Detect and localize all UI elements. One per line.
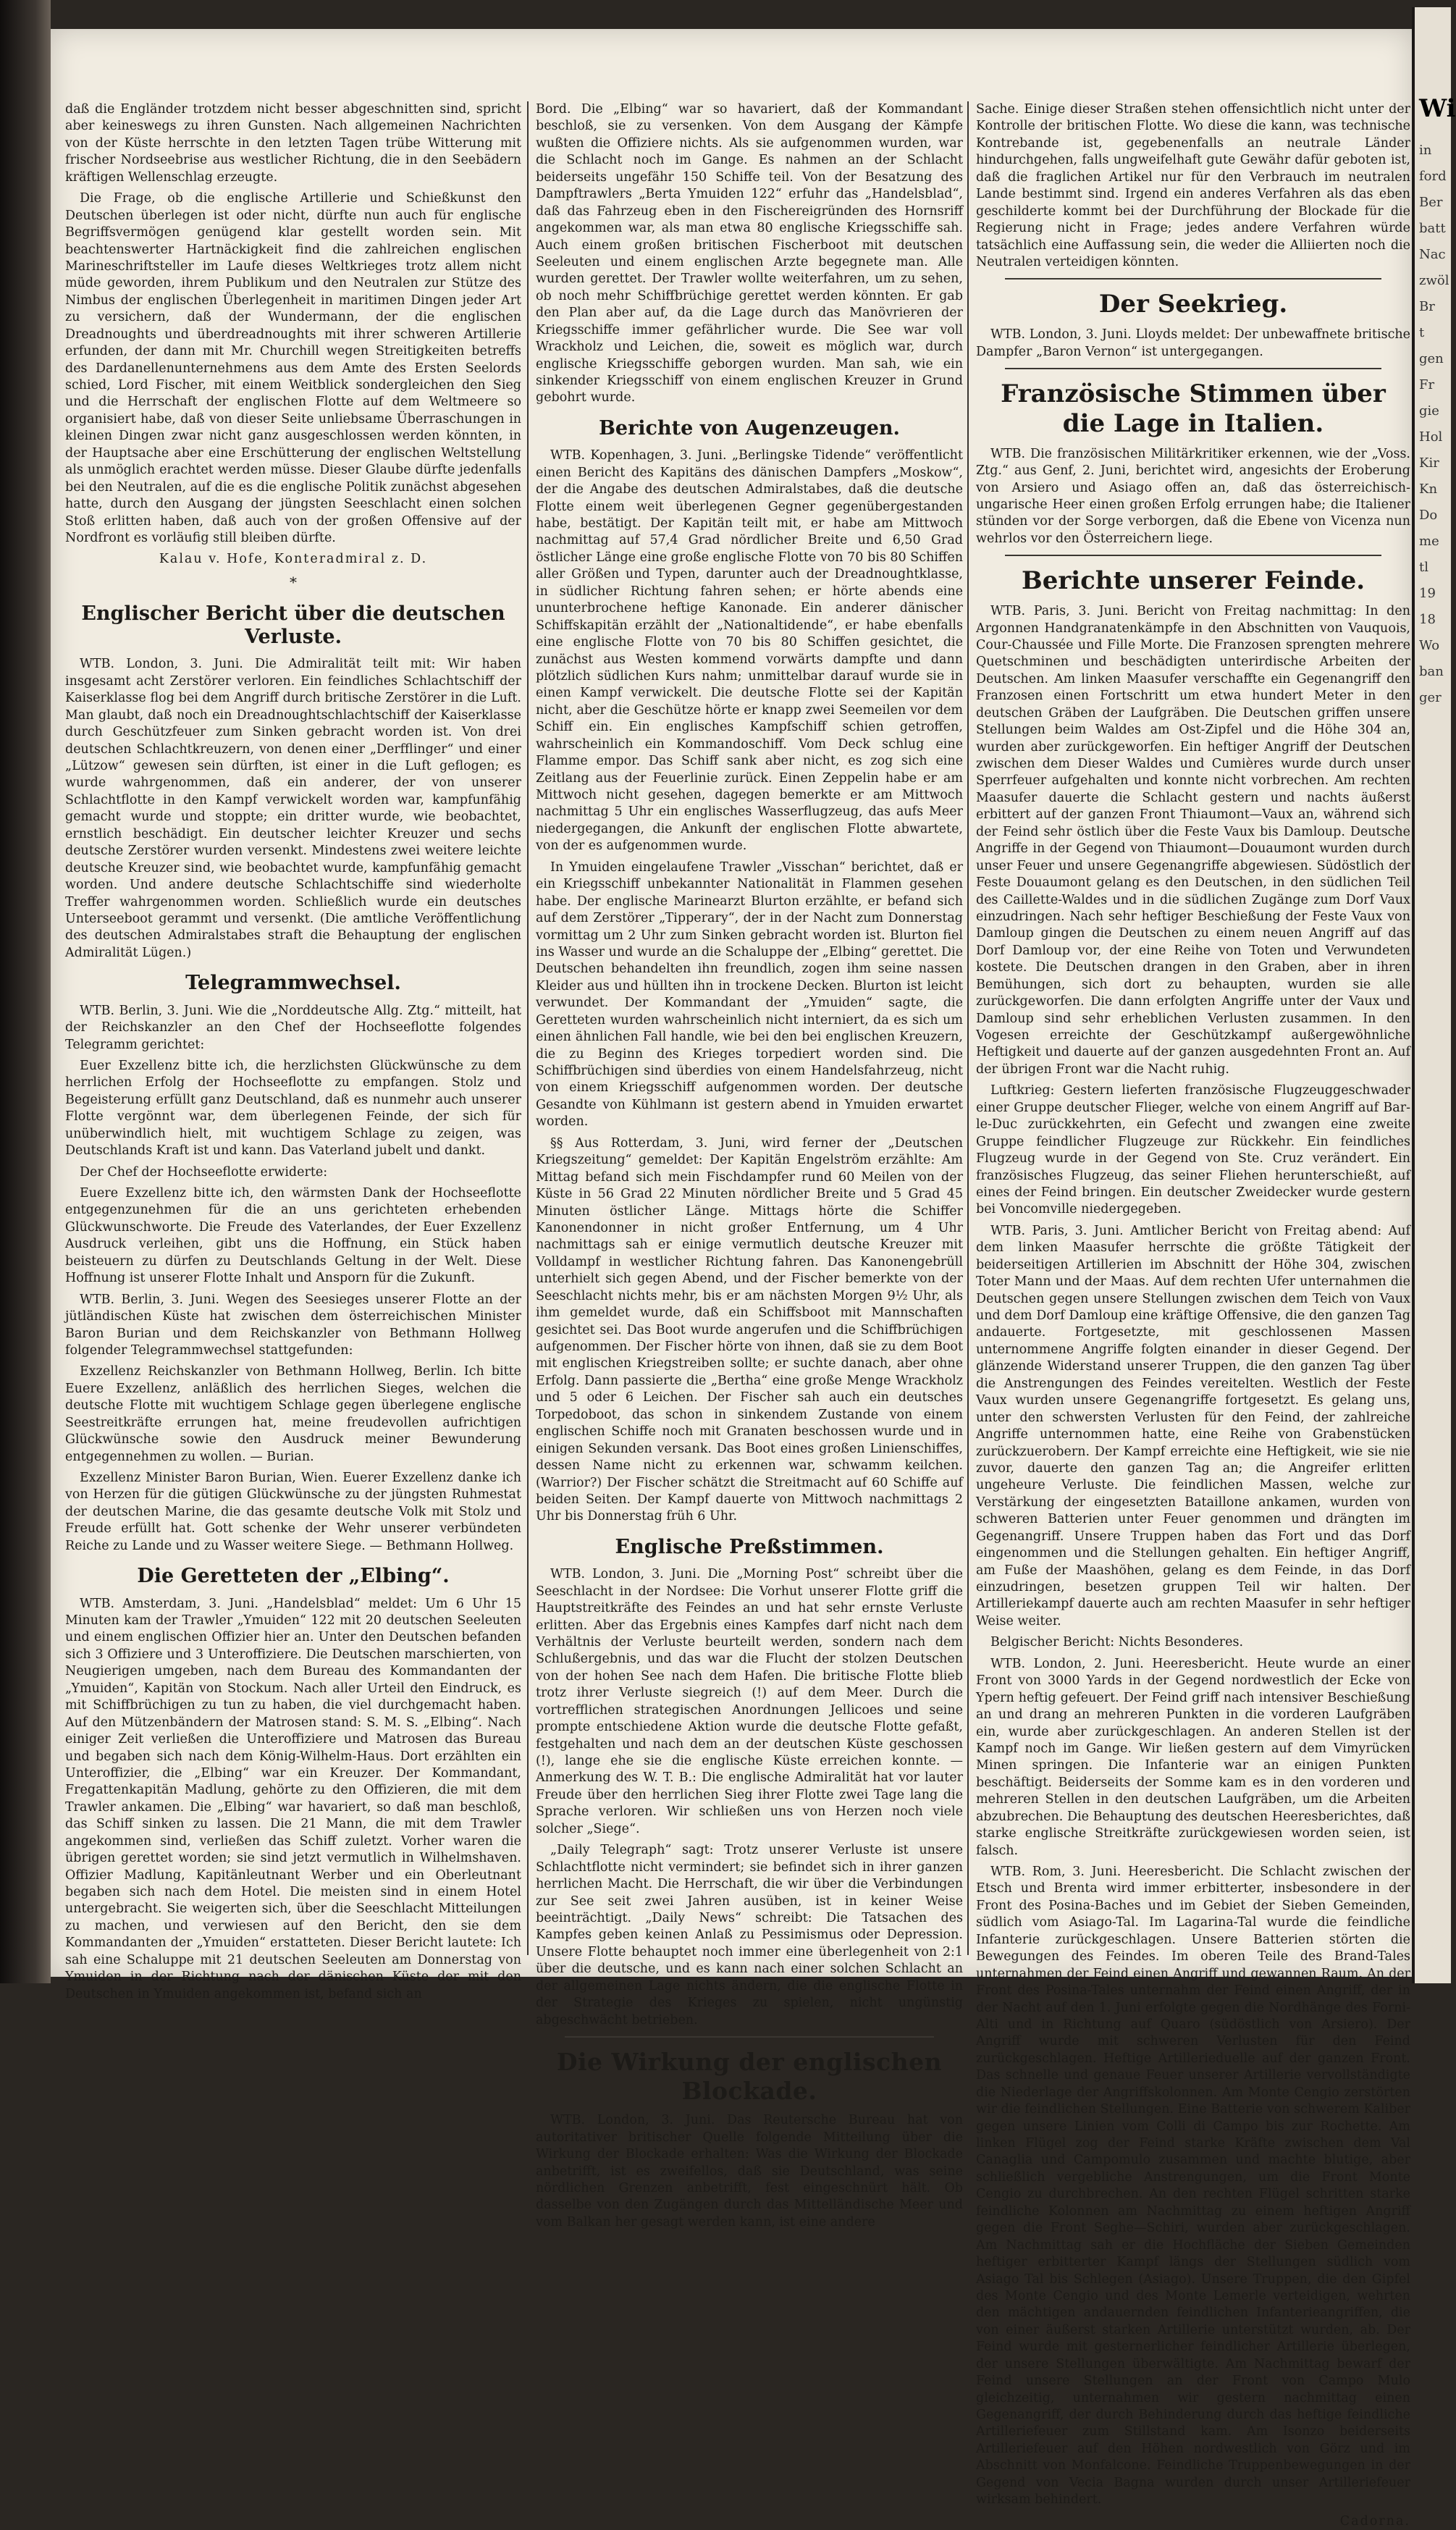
paragraph: Sache. Einige dieser Straßen stehen offensichtlich nicht unter der Kontrolle der britischen Flotte. Wo diese die kann, was technische Kontrebande ist, gegebenenfalls an neutrale Länder hindurchgehen, falls ungweifelhaft gute Gewähr dafür geboten ist, daß die fraglichen Artikel nur für den Verbrauch im neutralen Lande bestimmt sind. Irgend ein anderes Verfahren als das eben geschilderte kommt bei der Durchführung der Blockade für die Regierung nicht in Frage; jedes andere Verfahren würde tatsächlich eine Auffassung sein, die weder die Alliierten noch die Neutralen verteidigen könnten. [976, 102, 1410, 269]
author-signature: Kalau v. Hofe, Konteradmiral z. D. [159, 552, 428, 567]
article-headline: Der Seekrieg. [1098, 290, 1288, 319]
next-page-line: ford [1419, 169, 1447, 184]
paragraph: WTB. Berlin, 3. Juni. Wie die „Norddeutsche Allg. Ztg.“ mitteilt, hat der Reichskanzler an den Chef der Hochseeflotte folgendes Telegramm gerichtet: [65, 1003, 521, 1052]
section-divider [1005, 555, 1381, 556]
next-page-line: t [1419, 325, 1425, 340]
column-3 [976, 101, 1410, 2529]
paragraph: Euere Exzellenz bitte ich, den wärmsten Dank der Hochseeflotte entgegenzunehmen für die an uns gerichteten erhebenden Glückwunschworte. Die Freude des Vaterlandes, der Euer Exzellenz Ausdruck verleihen, gibt uns die Hoffnung, ein Stück haben beisteuern zu dürfen zu Deutschlands Geltung in der Welt. Diese Hoffnung ist unserer Flotte Inhalt und Ansporn für die Zukunft. [65, 1186, 521, 1286]
paragraph: WTB. London, 3. Juni. Lloyds meldet: Der unbewaffnete britische Dampfer „Baron Vernon“ ist untergegangen. [976, 327, 1410, 359]
paragraph: WTB. Paris, 3. Juni. Amtlicher Bericht von Freitag abend: Auf dem linken Maasufer herrschte die größte Tätigkeit der beiderseitigen Artillerien im Abschnitt der Höhe 304, zwischen Toter Mann und der Maas. Auf dem rechten Ufer unternahmen die Deutschen gegen unsere Stellungen zwischen dem Teich von Vaux und dem Dorf Damloup eine kräftige Offensive, die den ganzen Tag andauerte. Fortgesetzte, mit geschlossenen Massen unternommene Angriffe folgten einander in dieser Gegend. Der glänzende Widerstand unserer Truppen, die den ganzen Tag über die Anstrengungen des Feindes vereitelten. Westlich der Feste Vaux wurden unsere Gegenangriffe fortgesetzt. Es gelang uns, unter den schwersten Verlusten für den Feind, der zahlreiche Angriffe unternommen hatte, eine Reihe von Grabenstücken zurückzuerobern. Der Kampf erreichte eine Heftigkeit, wie sie nie zuvor, dauerte den ganzen Tag an; die Angreifer erlitten ungeheure Verluste. Die feindlichen Massen, welche zur Verstärkung der eingesetzten Bataillone ankamen, wurden von schweren Batterien unter Feuer genommen und drängten im Gegenangriff. Unsere Truppen haben das Fort und das Dorf eingenommen und die Stellungen gehalten. Ein heftiger Angriff, am Fuße der Maashöhen, gelang es dem Feinde, in das Dorf einzudringen, besetzen gruppen Teil wir halten. Der Artilleriekampf dauerte auch am rechten Maasufer in sehr heftiger Weise weiter. [976, 1223, 1410, 1628]
paragraph: WTB. Berlin, 3. Juni. Wegen des Seesieges unserer Flotte an der jütländischen Küste hat zwischen dem österreichischen Minister Baron Burian und dem Reichskanzler von Bethmann Hollweg folgender Telegrammwechsel stattgefunden: [65, 1292, 521, 1358]
next-page-line: Wo [1419, 638, 1440, 653]
next-page-line: zwöl [1419, 273, 1449, 288]
paragraph: Bord. Die „Elbing“ war so havariert, daß der Kommandant beschloß, sie zu versenken. Von dem Ausgang der Kämpfe wußten die Offiziere nichts. Als sie aufgenommen wurden, war die Schlacht noch im Gange. Es nahmen an der Schlacht beiderseits ungefähr 150 Schiffe teil. Von der Besatzung des Dampftrawlers „Berta Ymuiden 122“ erfuhr das „Handelsblad“, daß das Fahrzeug eben in den Fischereigründen des Hornsriff angekommen war, als man etwa 80 englische Kriegsschiffe sah. Auch einem großen britischen Fischerboot mit deutschen Seeleuten und einem englischen Arzte begegnete man. Alle wurden gerettet. Der Trawler wollte weiterfahren, um zu sehen, ob noch mehr Schiffbrüchige gerettet werden könnten. Er gab den Plan aber auf, da die Lage durch das Manövrieren der Kriegsschiffe immer gefährlicher wurde. Die See war voll Wrackholz und Leichen, die, soweit es möglich war, durch englische Kriegsschiffe geborgen wurden. Man sah, wie ein sinkender Kriegsschiff von einem englischen Kreuzer in Grund gebohrt wurde. [536, 102, 963, 405]
next-page-line: Br [1419, 299, 1435, 314]
next-page-line: Hol [1419, 429, 1443, 445]
paragraph: Exzellenz Minister Baron Burian, Wien. Euerer Exzellenz danke ich von Herzen für die gütigen Glückwünsche zu der jüngsten Ruhmestat der deutschen Marine, die das gesamte deutsche Volk mit Stolz und Freude erfüllt hat. Gott schenke der Wehr unserer verbündeten Reiche zu Lande und zu Wasser weitere Siege. — Bethmann Hollweg. [65, 1471, 521, 1553]
section-star: * [290, 573, 297, 591]
next-page-edge [1412, 7, 1456, 1983]
paragraph: WTB. Paris, 3. Juni. Bericht von Freitag nachmittag: In den Argonnen Handgranatenkämpfe in den Abschnitten von Vauquois, Cour-Chaussée und Fille Morte. Die Franzosen sprengten mehrere Quetschminen und beschädigten unterirdische Arbeiten der Deutschen. Am linken Maasufer verschaffte ein Gegenangriff den Franzosen einen Fortschritt um etwa hundert Meter in den deutschen Gräben der Laufgräben. Die Deutschen griffen unsere Stellungen beim Waldes am Ost-Zipfel und die Höhe 304 an, wurden aber zurückgeworfen. Ein heftiger Angriff der Deutschen zwischen dem Dieser Waldes und Cumières wurde durch unser Sperrfeuer aufgehalten und konnte nicht vorbrechen. Am rechten Maasufer dauerte die Schlacht gestern und nachts äußerst erbittert auf der ganzen Front Thiaumont—Vaux an, während sich der Feind sehr östlich über die Feste Vaux bis Damloup. Deutsche Angriffe in der Gegend von Thiaumont—Douaumont wurden durch unser Feuer und unsere Gegenangriffe abgewiesen. Südöstlich der Feste Douaumont gelang es den Deutschen, in den südlichen Teil des Caillette-Waldes und in die südlichen Zugänge zum Dorf Vaux einzudringen. Nach sehr heftiger Beschießung der Feste Vaux von Damloup gingen die Deutschen zu einem neuen Angriff auf das Dorf Damloup vor, der eine Reihe von Toten und Verwundeten kostete. Die Deutschen drangen in den Graben, aber in ihren Bemühungen, sich dort zu behaupten, wurden sie alle zurückgeworfen. Die dann erfolgten Angriffe unter der Vaux und Damloup sind sehr erheblichen Verlusten zusammen. In den Vogesen erreichte der Geschützkampf außergewöhnliche Heftigkeit und dauerte auf der ganzen ausgedehnten Front an. Auf der übrigen Front war die Nacht ruhig. [976, 604, 1410, 1077]
paragraph: WTB. Amsterdam, 3. Juni. „Handelsblad“ meldet: Um 6 Uhr 15 Minuten kam der Trawler „Ymuiden“ 122 mit 20 deutschen Seeleuten und einem englischen Offizier hier an. Unter den Deutschen befanden sich 3 Offiziere und 3 Unteroffiziere. Die Deutschen marschierten, von Neugierigen umgeben, nach dem Bureau des Kommandanten der „Ymuiden“, Kapitän von Stockum. Nach aller Urteil den Eindruck, es mit Schiffbrüchigen zu tun zu haben, die viel durchgemacht haben. Auf den Mützenbändern der Matrosen stand: S. M. S. „Elbing“. Nach einiger Zeit verließen die Unteroffiziere und Matrosen das Bureau und begaben sich nach dem König-Wilhelm-Haus. Dort erzählten ein Unteroffizier, die „Elbing“ war ein Kreuzer. Der Kommandant, Fregattenkapitän Madlung, gehörte zu den Offizieren, die mit dem Trawler ankamen. Die „Elbing“ war havariert, so daß man beschloß, das Schiff sinken zu lassen. Die 21 Mann, die mit dem Trawler angekommen sind, verließen das Schiff zuletzt. Vorher waren die übrigen gerettet worden; sie sind jetzt vermutlich in Wilhelmshaven. Offizier Madlung, Kapitänleutnant Werber und ein Oberleutnant begaben sich nach dem Hotel. Die meisten sind in einem Hotel untergebracht. Sie weigerten sich, über die Seeschlacht Mitteilungen zu machen, und verwiesen auf den Bericht, den sie dem Kommandanten der „Ymuiden“ erstatteten. Dieser Bericht lautete: Ich sah eine Schaluppe mit 21 deutschen Seeleuten am Donnerstag von Ymuiden in der Richtung nach der dänischen Küste der mit den Deutschen in Ymuiden angekommen ist, befand sich an [65, 1596, 521, 2001]
paragraph: Der Chef der Hochseeflotte erwiderte: [80, 1164, 328, 1180]
paragraph: WTB. London, 3. Juni. Das Reutersche Bureau hat von autoritativer britischer Quelle folgende Mitteilung über die Wirkung der Blockade erhalten: Was die Wirkung der Blockade anbetrifft, ist es zweifellos, daß sie Deutschland, was seine nördlichen Grenzen anbetrifft, fest eingeschnürt hält. Ob dasselbe von den Zugängen durch das Mittelländische Meer und vom Balkan her gesagt werden kann, ist eine andere [536, 2113, 963, 2229]
next-page-line: in [1419, 143, 1432, 158]
next-page-title-fragment: Wi [1419, 94, 1456, 123]
article-headline: Englische Preßstimmen. [615, 1535, 884, 1558]
next-page-line: ban [1419, 664, 1444, 679]
next-page-line: Kir [1419, 455, 1439, 471]
paragraph: daß die Engländer trotzdem nicht besser abgeschnitten sind, spricht aber keineswegs zu ihren Gunsten. Nach allgemeinen Nachrichten von der Küste herrschte in den letzten Tagen trübe Witterung mit frischer Nordseebrise aus westlicher Richtung, die in den Seebädern kräftigen Wellenschlag erzeugte. [65, 102, 521, 185]
article-headline: Telegrammwechsel. [185, 972, 401, 995]
paragraph: WTB. Kopenhagen, 3. Juni. „Berlingske Tidende“ veröffentlicht einen Bericht des Kapitäns des dänischen Dampfers „Moskow“, der die Angabe des deutschen Admiralstabes, daß die deutsche Flotte einem weit überlegenen Gegner gegenübergestanden habe, bestätigt. Der Kapitän teilt mit, er habe am Mittwoch nachmittag auf 57,4 Grad nördlicher Breite und 6,50 Grad östlicher Länge eine große englische Flotte von 70 bis 80 Schiffen aller Größen und Typen, darunter auch der Dreadnoughtklasse, in südlicher Richtung fahren sehen; er hörte abends eine ununterbrochene heftige Kanonade. Ein anderer dänischer Schiffskapitän erzählt der „Nationaltidende“, er habe ebenfalls eine englische Flotte von 70 bis 80 Schiffen gesichtet, die zunächst aus Westen kommend vorwärts dampfte und dann plötzlich südlichen Kurs nahm; unmittelbar darauf wurde sie in einen Kampf verwickelt. Die deutsche Flotte sei der Kapitän nicht, aber die Geschütze hörte er knapp zwei Seemeilen vor dem Schiff ein. Ein englisches Kampfschiff schien getroffen, wahrscheinlich ein Kommandoschiff. Vom Deck schlug eine Flamme empor. Das Schiff sank aber nicht, es zog sich eine Zeitlang aus der Feuerlinie zurück. Einen Zeppelin habe er am Mittwoch nicht gesehen, dagegen bemerkte er am Mittwoch nachmittag 5 Uhr ein englisches Wasserflugzeug, das aufs Meer niedergegangen, die Ankunft der englischen Flotte abwartete, von der es aufgenommen wurde. [536, 448, 963, 854]
section-divider [1005, 278, 1381, 280]
next-page-line: 19 [1419, 586, 1436, 601]
next-page-line: tl [1419, 560, 1428, 575]
column-rule [527, 101, 529, 1955]
next-page-line: batt [1419, 221, 1446, 236]
paragraph: Exzellenz Reichskanzler von Bethmann Hollweg, Berlin. Ich bitte Euere Exzellenz, anläßlich des herrlichen Sieges, welchen die deutsche Flotte mit wuchtigem Schlage gegen überlegene englische Seestreitkräfte errungen hat, meine freudevollen aufrichtigen Glückwünsche sowie den Ausdruck meiner Bewunderung entgegennehmen zu wollen. — Burian. [65, 1364, 521, 1464]
paragraph: WTB. Die französischen Militärkritiker erkennen, wie der „Voss. Ztg.“ aus Genf, 2. Juni, berichtet wird, angesichts der Eroberung von Arsiero und Asiago offen an, daß das österreichisch-ungarische Heer einen großen Erfolg errungen habe; die Italiener stünden vor der Sorge verborgen, daß die Ebene von Vicenza nun wehrlos vor den Österreichern liege. [976, 446, 1410, 546]
column-1 [65, 101, 521, 2001]
paragraph: Luftkrieg: Gestern lieferten französische Flugzeuggeschwader einer Gruppe deutscher Flieger, welche von einem Angriff auf Bar-le-Duc zurückkehrten, ein Gefecht und zwangen eine zweite Gruppe feindlicher Flugzeuge zur Rückkehr. Ein feindliches Flugzeug wurde in der Gegend von Ste. Cruz verändert. Ein französisches Flugzeug, das seiner Fliehen herunterschießt, auf eines der Feind bringen. Ein deutscher Zweidecker wurde gestern bei Voncomville niedergegeben. [976, 1083, 1410, 1217]
next-page-line: Do [1419, 508, 1438, 523]
article-headline: Die Wirkung der englischen Blockade. [556, 2048, 943, 2105]
section-divider [1005, 368, 1381, 369]
next-page-line: 18 [1419, 612, 1436, 627]
author-signature: Cadorna. [1339, 2513, 1410, 2529]
paragraph: §§ Aus Rotterdam, 3. Juni, wird ferner der „Deutschen Kriegszeitung“ gemeldet: Der Kapitän Engelström erzählte: Am Mittag befand sich mein Fischdampfer rund 60 Meilen von der Küste in 56 Grad 22 Minuten nördlicher Breite und 5 Grad 45 Minuten östlicher Länge. Mittags hörte die Schiffer Kanonendonner in nicht großer Entfernung, um 4 Uhr nachmittags sah er einige vermutlich deutsche Kreuzer mit Volldampf in westlicher Richtung fahren. Das Kanonengebrüll unterhielt sich gegen Abend, und der Fischer bemerkte von der Seeschlacht nichts mehr, bis er am nächsten Morgen 9½ Uhr, als ihm gemeldet wurde, daß ein Schiffsboot mit Mannschaften gesichtet sei. Das Boot wurde angerufen und die Schiffbrüchigen aufgenommen. Der Fischer hörte von ihnen, daß sie zu dem Boot mit englischen Kriegstreiben sollte; er suchte danach, aber ohne Erfolg. Dann passierte die „Bertha“ eine große Menge Wrackholz und 5 oder 6 Leichen. Der Fischer sah auch ein deutsches Torpedoboot, das schon in sinkendem Zustande von einem englischen Schiffe noch mit Granaten beschossen wurde und in einigen Sekunden versank. Das Boot eines großen Linienschiffes, dessen Name nicht zu erkennen war, schwamm keilchen. (Warrior?) Der Fischer schätzt die Streitmacht auf 60 Schiffe auf beiden Seiten. Der Kampf dauerte von Mittwoch nachmittags 2 Uhr bis Donnerstag früh 6 Uhr. [536, 1135, 963, 1524]
column-rule [967, 101, 969, 1955]
next-page-line: Kn [1419, 482, 1438, 497]
paragraph: Belgischer Bericht: Nichts Besonderes. [990, 1635, 1244, 1650]
article-headline: Französische Stimmen über die Lage in Italien. [1001, 379, 1386, 438]
paragraph: Die Frage, ob die englische Artillerie und Schießkunst den Deutschen überlegen ist oder nicht, dürfte nun auch für englische Begriffsvermögen genügend klar gestellt worden sein. Mit beachtenswerter Hartnäckigkeit find die zahlreichen englischen Marineschriftsteller im Laufe dieses Weltkrieges trotz allem nicht müde geworden, ihrem Publikum und den Neutralen zur Stütze des Nimbus der englischen Überlegenheit in maritimen Dingen jeder Art zu versichern, daß der Wundermann, der die englischen Dreadnoughts und überdreadnoughts mit ihrer schweren Artillerie erfunden, der dann mit Mr. Churchill wegen Streitigkeiten betreffs des Dardanellenunternehmens aus dem Amte des Ersten Seelords schied, Lord Fischer, mit einem Weitblick sondergleichen den Sieg und die Herrschaft der englischen Flotte auf dem Weltmeere so organisiert habe, daß von dieser Seite unliebsame Überraschungen in kleinen Dingen zwar nicht ganz ausgeschlossen werden könnten, in der Hauptsache aber eine Erschütterung der englischen Weltstellung als unmöglich erachtet werden müsse. Dieser Glaube dürfte jedenfalls bei den Neutralen, auf die es die englische Politik zunächst abgesehen hatte, durch den Ausgang der jüngsten Seeschlacht einen solchen Stoß erlitten haben, daß auch von der großen Offensive auf der Nordfront es vorläufig still bleiben dürfte. [65, 191, 521, 545]
article-headline: Berichte unserer Feinde. [1021, 566, 1365, 596]
next-page-line: Nac [1419, 247, 1446, 262]
book-binding [0, 0, 51, 1983]
article-headline: Englischer Bericht über die deutschen Verluste. [81, 602, 505, 648]
paragraph: WTB. London, 3. Juni. Die Admiralität teilt mit: Wir haben insgesamt acht Zerstörer verloren. Ein feindliches Schlachtschiff der Kaiserklasse flog bei dem Angriff durch britische Zerstörer in die Luft. Man glaubt, daß noch ein Dreadnoughtschlachtschiff der Kaiserklasse durch Geschützfeuer zum Sinken gebracht worden ist. Von drei deutschen Schlachtkreuzern, von denen einer „Derfflinger“ und einer „Lützow“ gewesen sein dürften, ist einer in die Luft geflogen; es wurde wahrgenommen, daß ein anderer, der von unserer Schlachtflotte in den Kampf verwickelt worden war, kampfunfähig gemacht wurde und stoppte; ein dritter wurde, wie beobachtet, ernstlich beschädigt. Ein deutscher leichter Kreuzer und sechs deutsche Zerstörer wurden versenkt. Mindestens zwei weitere leichte deutsche Kreuzer sind, wie beobachtet wurde, kampfunfähig gemacht worden. Und andere deutsche Schlachtschiffe sind wiederholte Treffer wahrgenommen worden. Schließlich wurde ein deutsches Unterseeboot gerammt und versenkt. (Die amtliche Veröffentlichung des deutschen Admiralstabes straft die Behauptung der englischen Admiralität Lügen.) [65, 657, 521, 960]
next-page-line: ger [1419, 690, 1442, 705]
next-page-line: me [1419, 534, 1439, 549]
next-page-line: Ber [1419, 195, 1443, 210]
paragraph: WTB. London, 3. Juni. Die „Morning Post“ schreibt über die Seeschlacht in der Nordsee: Die Vorhut unserer Flotte griff die Hauptstreitkräfte des Feindes an und hat sehr ernste Verluste erlitten. Aber das Ergebnis eines Kampfes darf nicht nach dem Verhältnis der Verluste beurteilt werden, sondern nach dem Schlußergebnis, und das war die Flucht der stolzen Deutschen von der hohen See nach dem Hafen. Die britische Flotte blieb trotz ihrer Verluste siegreich (!) auf dem Meer. Durch die vortrefflichen strategischen Anordnungen Jellicoes und seine prompte entschiedene Aktion wurde die deutsche Flotte gefaßt, festgehalten und nach dem an der deutschen Küste geschossen (!), lange ehe sie die englische Küste erreichen konnte. — Anmerkung des W. T. B.: Die englische Admiralität hat vor lauter Freude über den herrlichen Sieg ihrer Flotte zwei Tage lang die Sprache verloren. Wir schließen uns von Herzen noch viele solcher „Siege“. [536, 1567, 963, 1836]
paragraph: „Daily Telegraph“ sagt: Trotz unserer Verluste ist unsere Schlachtflotte nicht vermindert; sie befindet sich in ihrer ganzen herrlichen Macht. Die Herrschaft, die wir über die Verbindungen zur See seit zwei Jahren ausüben, ist in keiner Weise beeinträchtigt. „Daily News“ schreibt: Die Tatsachen des Kampfes geben keinen Anlaß zu Pessimismus oder Depression. Unsere Flotte behauptet noch immer eine überlegenheit von 2:1 über die deutsche, und es kann nach einer solchen Schlacht an der allgemeinen Lage nichts ändern, die die englische Flotte in der Strategie des Krieges zu spielen, nicht ungünstig abgeschwächt betrieben. [536, 1843, 963, 2027]
section-divider [565, 2036, 934, 2038]
next-page-line: gen [1419, 351, 1444, 366]
article-headline: Berichte von Augenzeugen. [599, 416, 900, 440]
paragraph: WTB. Rom, 3. Juni. Heeresbericht. Die Schlacht zwischen der Etsch und Brenta wird immer erbitterter, insbesondere in der Front des Posina-Baches und im Gebiet der Sieben Gemeinden, südlich vom Asiago-Tal. Im Lagarina-Tal wurde die feindliche Infanterie zurückgeschlagen. Unsere Batterien störten die Bewegungen des Feindes. Im oberen Teile des Brand-Tales unternahmen der Feind einen Angriff und gewannen Raum. An der Front des Posina-Tales unternahm der Feind einen Angriff, der in der Nacht auf den 1. Juni erfolgte gegen die Nordhänge des Forni-Alti und in Richtung auf Quaro (südöstlich von Arsiero). Der Angriff wurde mit schweren Verlusten für den Feind zurückgeschlagen. Heftige Artillerieduelle auf der ganzen Front. Das schnelle und genaue Feuer unserer Artillerie vervollständigte die Niederlage der Angriffskolonnen. Am Monte Cengio zerstörten wir die feindlichen Stellungen. Eine Batterie von schwerem Kaliber gegen unsere Linien vom Colli di Campo bis zur Rochette. Am linken Flügel zog der Feind starke Kräfte zwischen dem Val Canaglia und Campomulo zusammen und machte blutige, aber schließlich vergebliche Anstrengungen, um die Front Monte Cengio zu durchbrechen. An den rechten Flügel schritten starke feindliche Kolonnen am Nachmittag zu einem heftigen Angriff gegen die Front Seghe—Schiri, wurden aber zurückgeschlagen. Am Nachmittag sah er die Hochfläche der Sieben Gemeinden heftiger erbitterter Kampf längs der Stellungen südlich vom Asiago Tal bis Schlegen (Asiago). Unsere Truppen, die den Gipfel des Monte Cengio und des Monte Lemerle verteidigen, wehrten den mächtigen andauernden feindlichen Infanterieangriffen, die von einer äußerst starken Artillerie unterstützt wurden, ab. Der Feind wurde mit gesternerlicher feindlicher Artillerie überlegen, der unsere Stellungen überwältigte. Am Nachmittag bewarf der Feind unsere Stellungen an der Front von Campo Mulo gleichzeitig, unternahmen wir gestern nachmittag einen Gegenangriff, der durch Behinderung durch das heftige feindliche Artilleriefeuer zum Stillstand kam. Am Isonzo beiderseits Artilleriefeuer auf den Höhen nordwestlich von Görz und im Abschnitt von Monfalcone. Feindliche Truppenbewegungen in der Gegend von Vecia Bagna wurden durch unser Artilleriefeuer wirksam behindert. [976, 1865, 1410, 2508]
paragraph: WTB. London, 2. Juni. Heeresbericht. Heute wurde an einer Front von 3000 Yards in der Gegend nordwestlich der Ecke von Ypern heftig gefeuert. Der Feind griff nach intensiver Beschießung an und drang an mehreren Punkten in die vorderen Laufgräben ein, wurde aber zurückgeschlagen. An anderen Stellen ist der Kampf noch im Gange. Wir ließen gestern auf dem Vimyrücken Minen springen. Die Infanterie war an einigen Punkten beschäftigt. Beiderseits der Somme kam es in den vorderen und mehreren Stellen in den deutschen Laufgräben, um die Arbeiten abzubrechen. Die Behauptung des deutschen Heeresberichtes, daß starke englische Streitkräfte zurückgewiesen worden seien, ist falsch. [976, 1656, 1410, 1858]
column-2 [536, 101, 963, 2229]
paragraph: Euer Exzellenz bitte ich, die herzlichsten Glückwünsche zu dem herrlichen Erfolg der Hochseeflotte zu empfangen. Stolz und Begeisterung erfüllt ganz Deutschland, daß es nunmehr auch unserer Flotte vergönnt war, dem überlegenen Feinde, der sich für unüberwindlich hielt, mit wuchtigem Schlage zu zeigen, was Deutschlands Kraft ist und kann. Das Vaterland jubelt und dankt. [65, 1058, 521, 1159]
next-page-line: Fr [1419, 377, 1435, 392]
article-headline: Die Geretteten der „Elbing“. [137, 1565, 450, 1588]
next-page-line: gie [1419, 403, 1439, 419]
paragraph: In Ymuiden eingelaufene Trawler „Visschan“ berichtet, daß er ein Kriegsschiff unbekannter Nationalität in Flammen gesehen habe. Der englische Marinearzt Blurton erzählte, er befand sich auf dem Zerstörer „Tipperary“, der in der Nacht zum Donnerstag vormittag um 2 Uhr zum Sinken gebracht worden ist. Blurton fiel ins Wasser und wurde an die Schaluppe der „Elbing“ gerettet. Die Deutschen behandelten ihn freundlich, zogen ihm seine nassen Kleider aus und hüllten ihn in trockene Decken. Blurton ist leicht verwundet. Der Kommandant der „Ymuiden“ sagte, die Geretteten wurden wahrscheinlich nicht interniert, da es sich um einen ähnlichen Fall handle, wie bei den bei englischen Kreuzern, die zu Beginn des Krieges torpediert worden sind. Die Schiffbrüchigen sind überdies von einem Handelsfahrzeug, nicht von einem Kriegsschiff aufgenommen worden. Der deutsche Gesandte von Kühlmann ist gestern abend in Ymuiden erwartet worden. [536, 860, 963, 1130]
